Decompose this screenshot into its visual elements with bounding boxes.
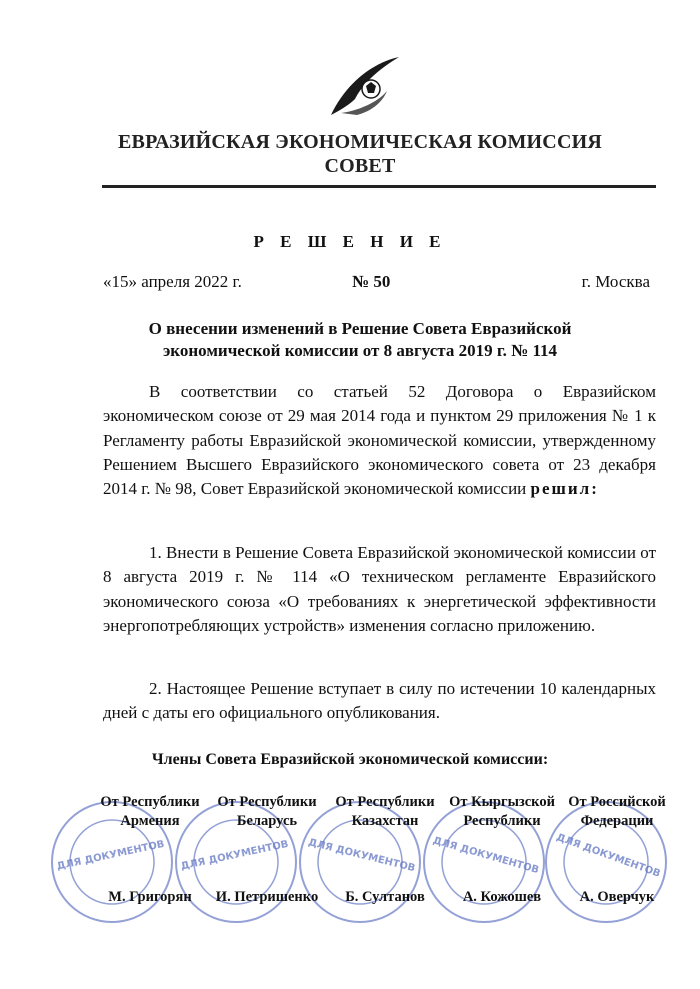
document-city: г. Москва	[581, 272, 650, 291]
stamp-line: ДЛЯ ДОКУМЕНТОВ	[306, 837, 417, 875]
item-2-paragraph: 2. Настоящее Решение вступает в силу по истечении 10 календарных дней с даты его официального опубликования.	[103, 679, 656, 723]
signature-country: Республики	[463, 813, 541, 829]
subject-line-2: экономической комиссии от 8 августа 2019 г. № 114	[162, 341, 558, 360]
signature-name: М. Григорян	[108, 889, 192, 905]
signature-country: Казахстан	[351, 813, 419, 829]
signature-name: А. Кожошев	[462, 889, 542, 905]
document-subject	[90, 318, 630, 362]
document-number: № 50	[352, 272, 391, 291]
signature-from: От Кыргызской	[449, 794, 555, 810]
signature-name: А. Оверчук	[579, 889, 655, 905]
subject-line-1: О внесении изменений в Решение Совета Евразийской	[148, 319, 572, 338]
stamp-line: ДЛЯ ДОКУМЕНТОВ	[554, 831, 662, 880]
stamp-line: ДЛЯ ДОКУМЕНТОВ	[55, 838, 166, 873]
members-title: Члены Совета Евразийской экономической комиссии:	[151, 751, 549, 768]
signature-country: Армения	[120, 813, 180, 829]
preamble-paragraph	[103, 380, 656, 501]
eec-emblem-icon	[327, 55, 401, 117]
signature-from: От Республики	[100, 794, 200, 810]
signature-from: От Республики	[217, 794, 317, 810]
signature-from: От Российской	[568, 794, 666, 810]
stamp-line: ДЛЯ ДОКУМЕНТОВ	[179, 838, 290, 873]
signature-country: Федерации	[580, 813, 654, 829]
signature-country: Беларусь	[236, 813, 298, 829]
signature-from: От Республики	[335, 794, 435, 810]
decided-word: решил:	[530, 479, 599, 499]
document-type: Р Е Ш Е Н И Е	[253, 232, 447, 251]
header-divider	[102, 185, 656, 188]
organization-body: СОВЕТ	[324, 155, 396, 177]
signature-name: Б. Султанов	[345, 889, 425, 905]
stamp-line: ДЛЯ ДОКУМЕНТОВ	[431, 835, 541, 877]
item-1-paragraph: 1. Внести в Решение Совета Евразийской экономической комиссии от 8 августа 2019 г. № 114 «О техническом регламенте Евразийского экономического союза «О требованиях к энергетической эффективности энергопотребляющих устройств» изменения согласно приложению.	[103, 543, 656, 635]
organization-name: ЕВРАЗИЙСКАЯ ЭКОНОМИЧЕСКАЯ КОМИССИЯ	[118, 131, 602, 153]
document-date: «15» апреля 2022 г.	[103, 272, 242, 291]
signature-name: И. Петришенко	[215, 889, 319, 905]
preamble-text: В соответствии со статьей 52 Договора о Евразийском экономическом союзе от 29 мая 2014 года и пунктом 29 приложения № 1 к Регламенту работы Евразийской экономической комиссии, утвержденному Решением Высшего Евразийского экономического совета от 23 декабря 2014 г. № 98, Совет Евразийской экономической комиссии	[103, 382, 656, 499]
